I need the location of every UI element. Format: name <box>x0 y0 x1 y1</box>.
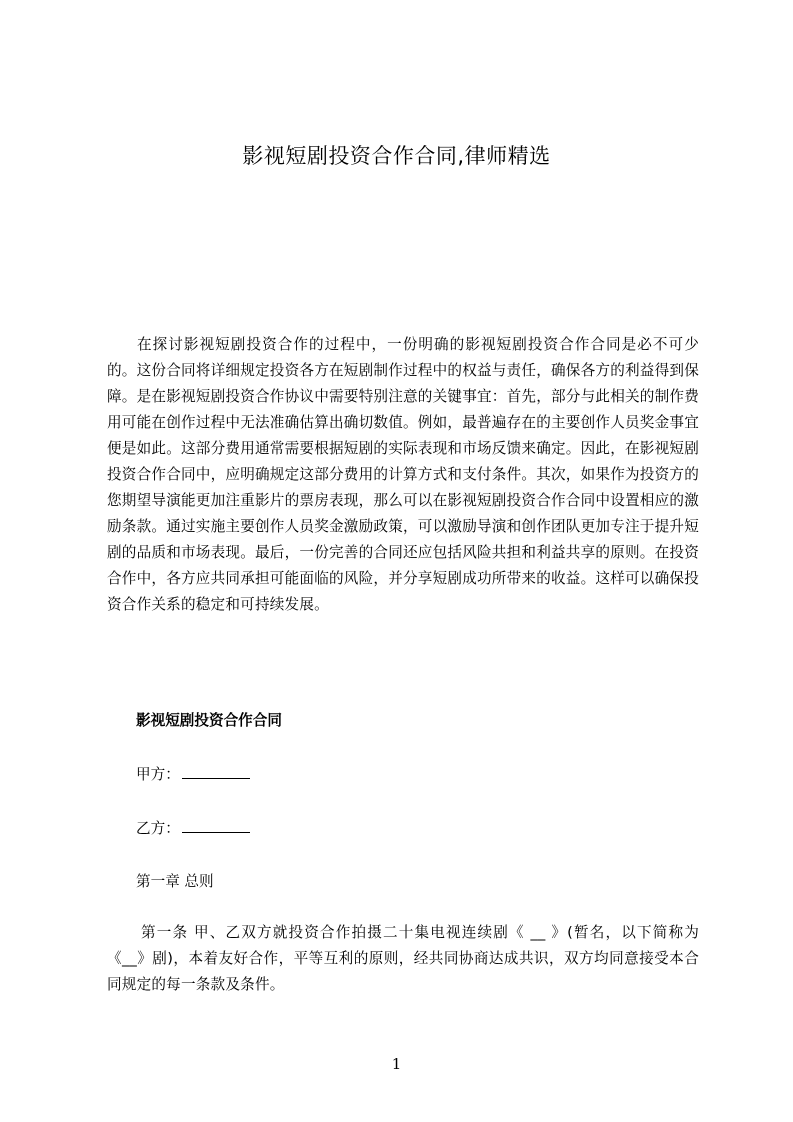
article-text: 第一条 甲、乙双方就投资合作拍摄二十集电视连续剧《 __ 》(暂名，以下简称为《__》剧)，本着友好合作，平等互利的原则，经共同协商达成共识，双方均同意接受本合同规定的每一条款及条件。 <box>107 924 699 993</box>
document-title: 影视短剧投资合作合同,律师精选 <box>242 144 551 168</box>
chapter-heading: 第一章 总则 <box>136 873 214 890</box>
party-a-line <box>136 763 250 784</box>
party-a-blank <box>182 764 250 779</box>
page-number: 1 <box>391 1055 402 1073</box>
party-a-label: 甲方： <box>136 766 180 783</box>
intro-paragraph: 在探讨影视短剧投资合作的过程中，一份明确的影视短剧投资合作合同是必不可少的。这份合同将详细规定投资各方在短剧制作过程中的权益与责任，确保各方的利益得到保障。是在影视短剧投资合作协议中需要特别注意的关键事宜：首先，部分与此相关的制作费用可能在创作过程中无法准确估算出确切数值。例如，最普遍存在的主要创作人员奖金事宜便是如此。这部分费用通常需要根据短剧的实际表现和市场反馈来确定。因此，在影视短剧投资合作合同中，应明确规定这部分费用的计算方式和支付条件。其次，如果作为投资方的您期望导演能更加注重影片的票房表现，那么可以在影视短剧投资合作合同中设置相应的激励条款。通过实施主要创作人员奖金激励政策，可以激励导演和创作团队更加专注于提升短剧的品质和市场表现。最后，一份完善的合同还应包括风险共担和利益共享的原则。在投资合作中，各方应共同承担可能面临的风险，并分享短剧成功所带来的收益。这样可以确保投资合作关系的稳定和可持续发展。 <box>107 336 699 613</box>
party-b-line <box>136 817 250 838</box>
party-b-label: 乙方： <box>136 820 180 837</box>
article-paragraph <box>107 920 699 998</box>
party-b-blank <box>182 818 250 833</box>
contract-heading: 影视短剧投资合作合同 <box>136 712 282 729</box>
